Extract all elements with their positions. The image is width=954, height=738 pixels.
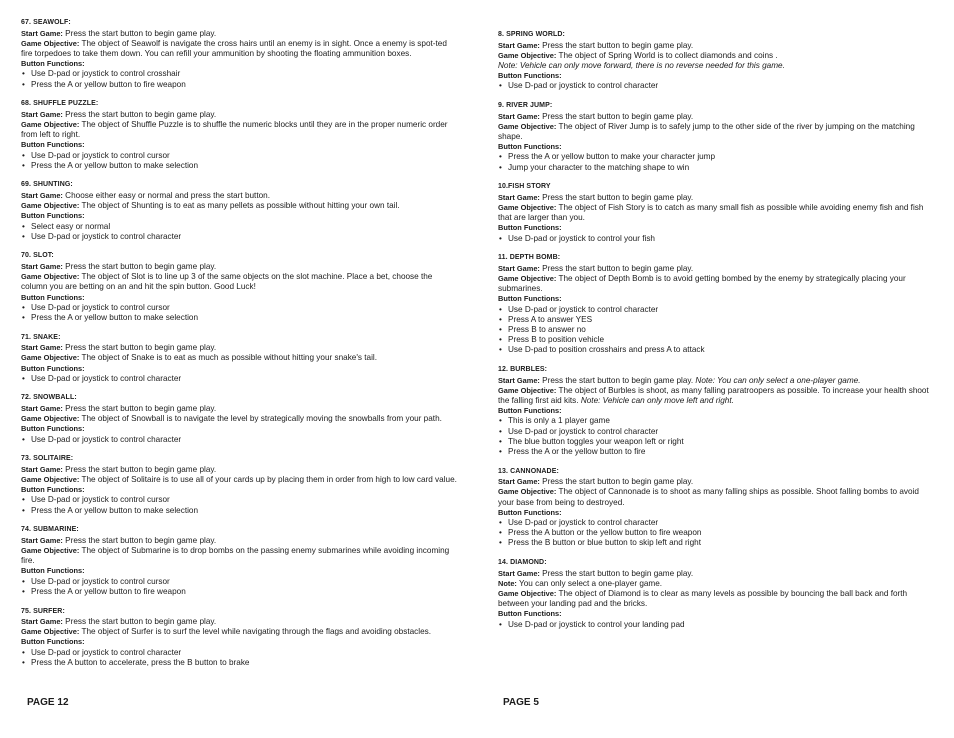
list-item: • Press the A or yellow button to make selection [21,161,457,171]
game-title: 13. CANNONADE: [498,467,559,475]
field-label: Game Objective: [21,353,80,363]
game-entry [21,525,457,597]
game-title: 71. SNAKE: [21,333,61,341]
game-entry [498,253,932,355]
instruction-line [498,569,932,579]
instruction-line [498,487,932,507]
field-text: Press the start button to begin game play. [62,403,217,413]
game-entry [21,99,457,171]
field-label: Button Functions: [21,485,85,495]
field-text: Press the start button to begin game play. [62,464,217,474]
field-label: Button Functions: [21,424,85,434]
list-item: • Press the A or yellow button to make your character jump [498,152,932,162]
game-entry [498,365,932,457]
game-entry [498,558,932,630]
instruction-line [498,294,932,304]
instruction-line [21,546,457,566]
instruction-line [21,617,457,627]
field-text: Press the start button to begin game play. [62,617,217,627]
instruction-line [498,589,932,609]
field-text: The object of Burbles is shoot, as many falling paratroopers as possible. To increase your health shoot the falling first aid kits. [498,385,929,405]
instruction-line [498,41,932,51]
instruction-line [498,142,932,152]
instruction-line [21,637,457,647]
list-item: • Press the A or yellow button to fire weapon [21,587,457,597]
field-label: Start Game: [21,403,63,413]
field-label: Button Functions: [498,294,562,304]
instruction-line [21,140,457,150]
list-item: • The blue button toggles your weapon left or right [498,437,932,447]
field-text: The object of Shunting is to eat as many pellets as possible without hitting your own tail. [79,201,400,211]
list-item: • Press the A or yellow button to make selection [21,313,457,323]
button-functions-list [21,648,457,668]
game-title: 12. BURBLES: [498,366,548,374]
button-functions-list [498,234,932,244]
note-text: Note: Vehicle can only move left and right. [580,395,734,405]
field-label: Start Game: [21,28,63,38]
field-label: Button Functions: [498,609,562,619]
field-text: The object of Snake is to eat as much as possible without hitting your snake's tail. [79,353,378,363]
field-label: Start Game: [498,568,540,578]
field-label: Game Objective: [498,273,557,283]
list-item: • Use D-pad or joystick to control character [21,648,457,658]
field-label: Button Functions: [21,566,85,576]
list-item: • Use D-pad or joystick to control character [21,232,457,242]
field-text: Press the start button to begin game play. [539,111,694,121]
list-item: • Use D-pad to position crosshairs and press A to attack [498,345,932,355]
game-title: 11. DEPTH BOMB: [498,254,561,262]
field-text: Press the start button to begin game play. [62,28,217,38]
instruction-line [21,120,457,140]
game-title: 14. DIAMOND: [498,559,547,567]
instruction-line [21,404,457,414]
instruction-line [21,566,457,576]
list-item: • Use D-pad or joystick to control character [498,305,932,315]
list-item: • Use D-pad or joystick to control cursor [21,577,457,587]
button-functions-list [498,416,932,457]
instruction-line [498,112,932,122]
instruction-line [498,223,932,233]
field-label: Game Objective: [498,50,557,60]
list-item: • This is only a 1 player game [498,416,932,426]
instruction-line [21,272,457,292]
list-item: • Use D-pad or joystick to control character [21,435,457,445]
right-page-column [498,30,932,639]
instruction-line [21,343,457,353]
field-label: Game Objective: [21,546,80,556]
game-entry [498,182,932,244]
field-text: The object of Spring World is to collect diamonds and coins . [556,50,778,60]
instruction-line [498,61,932,71]
field-label: Start Game: [21,261,63,271]
field-label: Note: [498,578,517,588]
list-item: • Press B to answer no [498,325,932,335]
instruction-line [498,508,932,518]
field-label: Button Functions: [21,637,85,647]
field-text: The object of Cannonade is to shoot as many falling ships as possible. Shoot falling bombs to avoid your base from being to destroyed. [498,487,919,507]
field-text: The object of Diamond is to clear as many levels as possible by bouncing the ball back and forth between your landing pad and the bricks. [498,589,908,609]
field-label: Button Functions: [498,71,562,81]
button-functions-list [498,518,932,549]
field-label: Game Objective: [498,385,557,395]
instruction-line [498,193,932,203]
field-label: Start Game: [21,109,63,119]
field-label: Start Game: [498,477,540,487]
field-label: Game Objective: [21,201,80,211]
field-text: Press the start button to begin game play. [62,343,217,353]
list-item: • Use D-pad or joystick to control your fish [498,234,932,244]
field-text: The object of Submarine is to drop bombs on the passing enemy submarines while avoiding incoming fire. [21,546,450,566]
field-text: Press the start button to begin game play. [539,477,694,487]
field-text: The object of Seawolf is navigate the cross hairs until an enemy is in sight. Once a enemy is spot-ted fire torpedoes to take them down. You can refill your ammunition by shooting the floating ammunition boxes. [21,38,447,58]
field-text: The object of Shuffle Puzzle is to shuffle the numeric blocks until they are in the proper numeric order from left to right. [21,119,448,140]
button-functions-list [21,151,457,171]
list-item: • Press the A or the yellow button to fire [498,447,932,457]
list-item: • Use D-pad or joystick to control cursor [21,495,457,505]
field-label: Game Objective: [21,272,80,282]
field-text: Press the start button to begin game play. [62,535,217,545]
instruction-line [21,364,457,374]
button-functions-list [21,303,457,323]
field-text: The object of Solitaire is to use all of your cards up by placing them in order from high to low card value. [79,475,457,484]
field-label: Button Functions: [21,140,85,150]
instruction-line [21,475,457,485]
game-title: 73. SOLITAIRE: [21,455,74,463]
field-label: Start Game: [21,190,63,200]
field-label: Game Objective: [498,121,557,131]
list-item: • Press the A or yellow button to make selection [21,506,457,516]
field-text: Press the start button to begin game play. [62,261,217,271]
instruction-line [498,376,932,386]
list-item: • Press B to position vehicle [498,335,932,345]
field-text: Press the start button to begin game play. [539,263,694,273]
instruction-line [21,201,457,211]
field-label: Start Game: [21,535,63,545]
instruction-line [21,627,457,637]
field-text: The object of Depth Bomb is to avoid getting bombed by the enemy by strategically placing your submarines. [498,273,906,294]
game-title: 69. SHUNTING: [21,181,73,189]
game-title: 68. SHUFFLE PUZZLE: [21,100,99,108]
game-entry [21,333,457,384]
list-item: • Use D-pad or joystick to control character [498,427,932,437]
game-title: 70. SLOT: [21,252,54,260]
game-entry [21,18,457,90]
field-label: Game Objective: [21,119,80,129]
instruction-line [498,609,932,619]
instruction-line [498,122,932,142]
instruction-line [21,110,457,120]
field-label: Start Game: [498,192,540,202]
field-text: Press the start button to begin game play. [539,568,694,578]
instruction-line [21,414,457,424]
button-functions-list [498,81,932,91]
left-page-column [21,18,457,678]
field-label: Button Functions: [498,223,562,233]
field-label: Button Functions: [21,211,85,221]
list-item: • Use D-pad or joystick to control cursor [21,151,457,161]
field-label: Game Objective: [21,627,80,637]
list-item: • Press the A or yellow button to fire weapon [21,80,457,90]
instruction-line [498,386,932,406]
list-item: • Use D-pad or joystick to control your landing pad [498,620,932,630]
game-title: 74. SUBMARINE: [21,526,79,534]
field-text: The object of Surfer is to surf the level while navigating through the flags and avoiding obstacles. [79,627,431,637]
instruction-line [498,264,932,274]
field-label: Start Game: [21,464,63,474]
list-item: • Use D-pad or joystick to control character [498,518,932,528]
list-item: • Press the B button or blue button to skip left and right [498,538,932,548]
field-text: Press the start button to begin game play. [539,40,694,50]
list-item: • Use D-pad or joystick to control cursor [21,303,457,313]
field-label: Game Objective: [498,487,557,497]
field-label: Button Functions: [498,406,562,416]
game-entry [21,454,457,516]
game-entry [21,607,457,669]
field-text: The object of River Jump is to safely jump to the other side of the river by jumping on the matching shape. [498,121,915,141]
field-label: Start Game: [21,343,63,353]
instruction-line [21,262,457,272]
field-text: You can only select a one-player game. [516,578,663,588]
game-title: 67. SEAWOLF: [21,19,71,26]
instruction-line [21,191,457,201]
page-number-right: PAGE 5 [503,697,539,708]
field-text: Press the start button to begin game play. [539,192,694,202]
field-text: Press the start button to begin game play. [539,375,696,385]
field-label: Game Objective: [21,38,80,48]
list-item: • Use D-pad or joystick to control character [498,81,932,91]
button-functions-list [498,152,932,172]
button-functions-list [21,435,457,445]
field-label: Button Functions: [498,507,562,517]
field-label: Button Functions: [21,59,85,69]
instruction-line [498,477,932,487]
game-entry [21,180,457,242]
instruction-line [21,536,457,546]
field-label: Start Game: [498,375,540,385]
field-text: The object of Fish Story is to catch as many small fish as possible while avoiding enemy fish and fish that are larger than you. [498,202,924,223]
instruction-line [21,29,457,39]
note-text: Note: Vehicle can only move forward, there is no reverse needed for this game. [498,60,785,70]
game-entry [498,467,932,549]
field-label: Button Functions: [21,363,85,373]
list-item: • Jump your character to the matching shape to win [498,163,932,173]
list-item: • Use D-pad or joystick to control crosshair [21,69,457,79]
list-item: • Press the A button to accelerate, press the B button to brake [21,658,457,668]
field-label: Button Functions: [21,292,85,302]
game-entry [498,101,932,173]
field-label: Start Game: [498,40,540,50]
field-text: Press the start button to begin game play. [62,109,217,119]
game-entry [498,30,932,92]
list-item: • Press the A button or the yellow button to fire weapon [498,528,932,538]
instruction-line [21,465,457,475]
button-functions-list [498,305,932,356]
button-functions-list [21,577,457,597]
instruction-line [21,59,457,69]
field-text: Choose either easy or normal and press the start button. [62,190,270,200]
instruction-line [21,353,457,363]
game-title: 10.FISH STORY [498,183,551,191]
instruction-line [498,71,932,81]
button-functions-list [21,222,457,242]
field-label: Game Objective: [498,589,557,599]
list-item: • Select easy or normal [21,222,457,232]
button-functions-list [21,69,457,89]
game-entry [21,251,457,323]
game-title: 75. SURFER: [21,607,65,615]
field-text: The object of Slot is to line up 3 of the same objects on the slot machine. Place a bet, choose the column you are betting on an and hit the spin button. Good Luck! [21,272,433,292]
instruction-line [21,424,457,434]
note-text: Note: You can only select a one-player game. [695,375,861,385]
field-label: Game Objective: [498,202,557,212]
button-functions-list [21,495,457,515]
field-label: Start Game: [498,111,540,121]
instruction-line [498,579,932,589]
button-functions-list [21,374,457,384]
instruction-line [21,39,457,59]
instruction-line [21,485,457,495]
field-label: Button Functions: [498,142,562,152]
game-title: 72. SNOWBALL: [21,394,77,402]
game-title: 8. SPRING WORLD: [498,31,565,38]
instruction-line [498,406,932,416]
field-label: Start Game: [498,263,540,273]
game-entry [21,393,457,444]
field-label: Game Objective: [21,414,80,424]
instruction-line [498,203,932,223]
instruction-line [498,274,932,294]
field-text: The object of Snowball is to navigate the level by strategically moving the snowballs from your path. [79,414,442,424]
instruction-line [498,51,932,61]
list-item: • Use D-pad or joystick to control character [21,374,457,384]
field-label: Game Objective: [21,475,80,484]
instruction-line [21,293,457,303]
page-number-left: PAGE 12 [27,697,69,708]
instruction-line [21,211,457,221]
field-label: Start Game: [21,617,63,627]
list-item: • Press A to answer YES [498,315,932,325]
button-functions-list [498,620,932,630]
game-title: 9. RIVER JUMP: [498,102,553,110]
